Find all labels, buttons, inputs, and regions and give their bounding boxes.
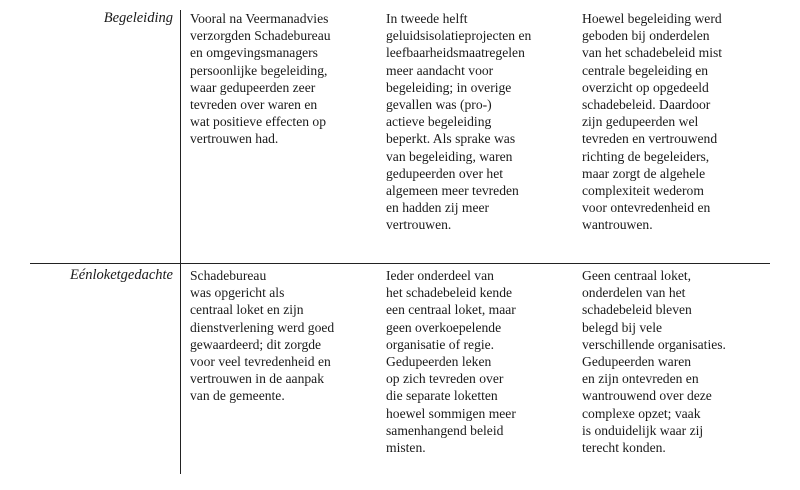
table-cell: Ieder onderdeel van het schadebeleid kende een centraal loket, maar geen overkoepelende organisatie of regie. Gedupeerden leken op zich tevreden over die separate loketten hoewel sommigen meer samenhangend beleid misten. — [386, 268, 516, 456]
table-row-begeleiding — [30, 10, 770, 264]
table-cell: Geen centraal loket, onderdelen van het schadebeleid bleven belegd bij vele verschillende organisaties. Gedupeerden waren en zijn ontevreden en wantrouwend over deze complexe opzet; vaak is onduidelijk waar zij terecht konden. — [582, 268, 726, 456]
table-row-eenloketgedachte — [30, 264, 770, 472]
column-divider — [180, 10, 181, 264]
table-cell: Vooral na Veermanadvies verzorgden Schadebureau en omgevingsmanagers persoonlijke begeleiding, waar gedupeerden zeer tevreden over waren en wat positieve effecten op vertrouwen had. — [190, 11, 331, 147]
table-cell: Hoewel begeleiding werd geboden bij onderdelen van het schadebeleid mist centrale begeleiding en overzicht op opgedeeld schadebeleid. Daardoor zijn gedupeerden wel tevreden en vertrouwend richting de begeleiders, maar zorgt de algehele complexiteit wederom voor ontevredenheid en wantrouwen. — [582, 11, 723, 233]
comparison-table — [30, 10, 770, 472]
table-cell: In tweede helft geluidsisolatieprojecten en leefbaarheidsmaatregelen meer aandacht voor begeleiding; in overige gevallen was (pro-) actieve begeleiding beperkt. Als sprake was van begeleiding, waren gedupeerden over het algemeen meer tevreden en hadden zij meer vertrouwen. — [386, 11, 532, 233]
table-cell: Schadebureau was opgericht als centraal loket en zijn dienstverlening werd goed gewaardeerd; dit zorgde voor veel tevredenheid en vertrouwen in de aanpak van de gemeente. — [190, 268, 335, 404]
column-divider — [180, 264, 181, 474]
row-label: Eénloketgedachte — [69, 267, 173, 283]
row-label: Begeleiding — [103, 10, 173, 26]
